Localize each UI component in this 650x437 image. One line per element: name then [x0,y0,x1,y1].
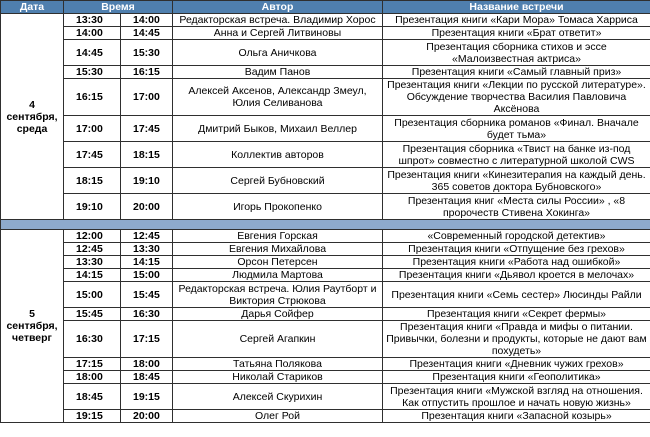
end-time-cell: 18:45 [121,371,173,384]
end-time-cell: 12:45 [121,230,173,243]
author-cell: Игорь Прокопенко [173,194,383,220]
author-cell: Редакторская встреча. Владимир Хорос [173,14,383,27]
start-time-cell: 17:15 [64,358,121,371]
end-time-cell: 14:15 [121,256,173,269]
title-cell: Презентация книги «Кари Мора» Томаса Харриса [383,14,650,27]
author-cell: Алексей Аксенов, Александр Змеул, Юлия Селиванова [173,79,383,116]
table-row [1,40,650,66]
title-cell: Презентация книг «Места силы России» , «8 пророчеств Стивена Хокинга» [383,194,650,220]
start-time-cell: 18:45 [64,384,121,410]
title-cell: Презентация сборника «Твист на банке из-под шпрот» совместно с литературной школой CWS [383,142,650,168]
start-time-cell: 19:15 [64,410,121,423]
start-time-cell: 17:00 [64,116,121,142]
start-time-cell: 13:30 [64,14,121,27]
header-row [1,1,650,14]
table-row [1,256,650,269]
table-row [1,168,650,194]
table-row [1,410,650,423]
start-time-cell: 15:00 [64,282,121,308]
start-time-cell: 15:45 [64,308,121,321]
title-cell: Презентация сборника стихов и эссе «Малоизвестная актриса» [383,40,650,66]
end-time-cell: 19:15 [121,384,173,410]
start-time-cell: 15:30 [64,66,121,79]
title-cell: Презентация книги «Секрет фермы» [383,308,650,321]
author-cell: Евгения Горская [173,230,383,243]
start-time-cell: 16:30 [64,321,121,358]
start-time-cell: 12:45 [64,243,121,256]
author-cell: Редакторская встреча. Юлия Раутборт и Виктория Стрюкова [173,282,383,308]
date-cell: 5 сентября, четверг [1,230,64,423]
title-cell: Презентация книги «Дьявол кроется в мелочах» [383,269,650,282]
author-cell: Ольга Аничкова [173,40,383,66]
end-time-cell: 18:15 [121,142,173,168]
title-cell: Презентация книги «Мужской взгляд на отношения. Как отпустить прошлое и начать новую жизнь» [383,384,650,410]
start-time-cell: 17:45 [64,142,121,168]
start-time-cell: 16:15 [64,79,121,116]
author-cell: Евгения Михайлова [173,243,383,256]
title-cell: Презентация книги «Семь сестер» Люсинды Райли [383,282,650,308]
title-cell: Презентация книги «Брат ответит» [383,27,650,40]
end-time-cell: 14:00 [121,14,173,27]
start-time-cell: 19:10 [64,194,121,220]
table-row [1,358,650,371]
title-cell: Презентация книги «Геополитика» [383,371,650,384]
table-row [1,66,650,79]
author-cell: Вадим Панов [173,66,383,79]
header-title: Название встречи [383,1,650,14]
table-row [1,14,650,27]
end-time-cell: 17:15 [121,321,173,358]
end-time-cell: 18:00 [121,358,173,371]
day-separator [1,220,650,230]
end-time-cell: 15:30 [121,40,173,66]
title-cell: Презентация книги «Лекции по русской литературе». Обсуждение творчества Василия Павловича Аксёнова [383,79,650,116]
table-row [1,282,650,308]
title-cell: Презентация сборника романов «Финал. Вначале будет тьма» [383,116,650,142]
end-time-cell: 14:45 [121,27,173,40]
end-time-cell: 17:00 [121,79,173,116]
table-row [1,116,650,142]
separator-cell [1,220,650,230]
start-time-cell: 18:15 [64,168,121,194]
start-time-cell: 18:00 [64,371,121,384]
author-cell: Николай Стариков [173,371,383,384]
start-time-cell: 14:45 [64,40,121,66]
date-cell: 4 сентября, среда [1,14,64,220]
author-cell: Дмитрий Быков, Михаил Веллер [173,116,383,142]
end-time-cell: 13:30 [121,243,173,256]
schedule-body [1,14,650,423]
end-time-cell: 15:00 [121,269,173,282]
start-time-cell: 13:30 [64,256,121,269]
author-cell: Дарья Сойфер [173,308,383,321]
table-row [1,308,650,321]
title-cell: Презентация книги «Дневник чужих грехов» [383,358,650,371]
table-row [1,79,650,116]
title-cell: Презентация книги «Самый главный приз» [383,66,650,79]
title-cell: Презентация книги «Правда и мифы о питании. Привычки, болезни и продукты, которые не дают вам похудеть» [383,321,650,358]
table-row [1,321,650,358]
start-time-cell: 14:00 [64,27,121,40]
author-cell: Олег Рой [173,410,383,423]
author-cell: Алексей Скурихин [173,384,383,410]
end-time-cell: 19:10 [121,168,173,194]
header-author: Автор [173,1,383,14]
table-row [1,384,650,410]
table-row [1,230,650,243]
end-time-cell: 20:00 [121,410,173,423]
table-row [1,371,650,384]
table-row [1,269,650,282]
table-row [1,243,650,256]
table-row [1,194,650,220]
author-cell: Коллектив авторов [173,142,383,168]
start-time-cell: 14:15 [64,269,121,282]
author-cell: Татьяна Полякова [173,358,383,371]
table-row [1,142,650,168]
author-cell: Сергей Агапкин [173,321,383,358]
end-time-cell: 16:15 [121,66,173,79]
end-time-cell: 15:45 [121,282,173,308]
table-row [1,27,650,40]
end-time-cell: 20:00 [121,194,173,220]
header-date: Дата [1,1,64,14]
title-cell: Презентация книги «Отпущение без грехов» [383,243,650,256]
author-cell: Сергей Бубновский [173,168,383,194]
end-time-cell: 16:30 [121,308,173,321]
end-time-cell: 17:45 [121,116,173,142]
author-cell: Людмила Мартова [173,269,383,282]
author-cell: Орсон Петерсен [173,256,383,269]
header-time: Время [64,1,173,14]
author-cell: Анна и Сергей Литвиновы [173,27,383,40]
title-cell: «Современный городской детектив» [383,230,650,243]
start-time-cell: 12:00 [64,230,121,243]
title-cell: Презентация книги «Запасной козырь» [383,410,650,423]
title-cell: Презентация книги «Работа над ошибкой» [383,256,650,269]
title-cell: Презентация книги «Кинезитерапия на каждый день. 365 советов доктора Бубновского» [383,168,650,194]
